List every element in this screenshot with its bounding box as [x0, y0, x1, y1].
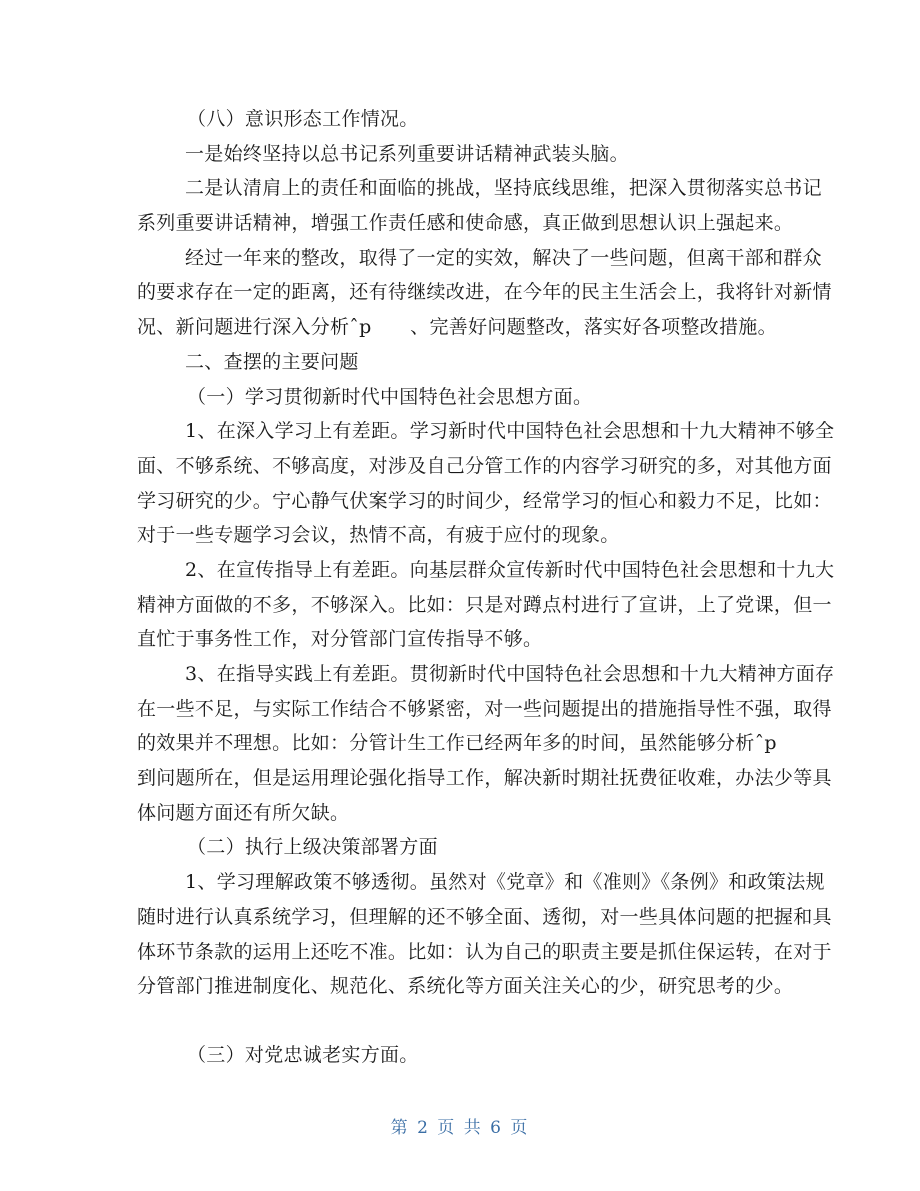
paragraph-line: 直忙于事务性工作，对分管部门宣传指导不够。: [137, 628, 543, 651]
paragraph-line: 体环节条款的运用上还吃不准。比如：认为自己的职责主要是抓住保运转，在对于: [137, 940, 832, 963]
page-number-footer: 第 2 页 共 6 页: [390, 1118, 530, 1138]
paragraph-line: 2、在宣传指导上有差距。向基层群众宣传新时代中国特色社会思想和十九大: [185, 558, 835, 581]
section-heading: （八）意识形态工作情况。: [187, 108, 419, 130]
paragraph-line: 分管部门推进制度化、规范化、系统化等方面关注关心的少，研究思考的少。: [137, 975, 794, 998]
paragraph-line: 一是始终坚持以总书记系列重要讲话精神武装头脑。: [185, 142, 629, 165]
paragraph-line: 系列重要讲话精神，增强工作责任感和使命感，真正做到思想认识上强起来。: [137, 212, 794, 235]
section-heading: 二、查摆的主要问题: [185, 350, 359, 373]
paragraph-line: 的效果并不理想。比如：分管计生工作已经两年多的时间，虽然能够分析ˆp: [137, 732, 777, 755]
paragraph-line: 面、不够系统、不够高度，对涉及自己分管工作的内容学习研究的多，对其他方面: [137, 454, 832, 477]
paragraph-line: 况、新问题进行深入分析ˆp 、完善好问题整改，落实好各项整改措施。: [137, 316, 777, 339]
paragraph-gap: [137, 1004, 797, 1038]
section-heading: （一）学习贯彻新时代中国特色社会思想方面。: [187, 385, 593, 408]
paragraph-line: 对于一些专题学习会议，热情不高，有疲于应付的现象。: [137, 524, 620, 547]
paragraph-line: 在一些不足，与实际工作结合不够紧密，对一些问题提出的措施指导性不强，取得: [137, 697, 832, 720]
paragraph-line: 体问题方面还有所欠缺。: [137, 801, 350, 824]
paragraph-line: 到问题所在，但是运用理论强化指导工作，解决新时期社抚费征收难，办法少等具: [137, 767, 832, 790]
paragraph-line: 1、学习理解政策不够透彻。虽然对《党章》和《准则》《条例》和政策法规: [185, 871, 825, 894]
paragraph-line: 的要求存在一定的距离，还有待继续改进，在今年的民主生活会上，我将针对新情: [137, 281, 832, 304]
section-heading: （三）对党忠诚老实方面。: [187, 1043, 419, 1066]
paragraph-line: 精神方面做的不多，不够深入。比如：只是对蹲点村进行了宣讲，上了党课，但一: [137, 593, 832, 616]
paragraph-line: 3、在指导实践上有差距。贯彻新时代中国特色社会思想和十九大精神方面存: [185, 663, 835, 685]
paragraph-line: 二是认清肩上的责任和面临的挑战，坚持底线思维，把深入贯彻落实总书记: [185, 177, 822, 200]
section-heading: （二）执行上级决策部署方面: [187, 836, 438, 859]
paragraph-line: 学习研究的少。宁心静气伏案学习的时间少，经常学习的恒心和毅力不足，比如：: [137, 489, 832, 512]
document-body: [137, 102, 835, 1073]
paragraph-line: 经过一年来的整改，取得了一定的实效，解决了一些问题，但离干部和群众: [185, 246, 822, 269]
paragraph-line: 随时进行认真系统学习，但理解的还不够全面、透彻，对一些具体问题的把握和具: [137, 905, 832, 928]
paragraph-line: 1、在深入学习上有差距。学习新时代中国特色社会思想和十九大精神不够全: [185, 420, 835, 443]
